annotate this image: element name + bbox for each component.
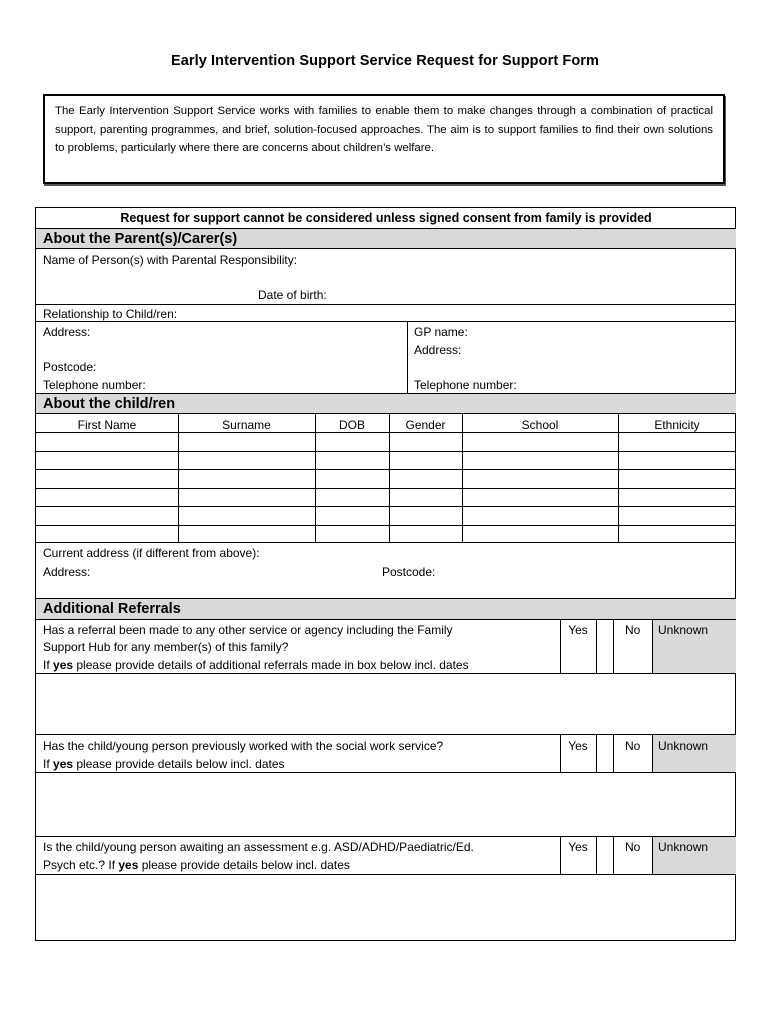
q1-text-line3: If yes please provide details of additional referrals made in box below incl. dates xyxy=(43,658,469,672)
child-postcode-label: Postcode: xyxy=(382,565,436,579)
child-row xyxy=(36,525,736,526)
child-row xyxy=(36,451,736,452)
parent-postcode-label: Postcode: xyxy=(43,360,97,374)
q2-text-line2: If yes please provide details below incl. dates xyxy=(43,757,285,771)
col-first-name: First Name xyxy=(77,418,137,432)
parent-address-label: Address: xyxy=(43,325,91,339)
gp-telephone-label: Telephone number: xyxy=(414,378,517,392)
q1-text-line2: Support Hub for any member(s) of this family? xyxy=(43,640,289,654)
child-row xyxy=(36,506,736,507)
col-dob: DOB xyxy=(338,418,365,432)
col-surname: Surname xyxy=(222,418,271,432)
col-gender: Gender xyxy=(405,418,446,432)
form-title: Early Intervention Support Service Request for Support Form xyxy=(170,53,600,69)
q2-no-label: No xyxy=(625,739,641,753)
consent-notice: Request for support cannot be considered unless signed consent from family is provided xyxy=(120,211,652,225)
q1-text-line1: Has a referral been made to any other service or agency including the Family xyxy=(43,623,453,637)
q1-yes-label: Yes xyxy=(568,623,588,637)
relationship-label: Relationship to Child/ren: xyxy=(43,307,178,321)
q1-unknown-label: Unknown xyxy=(658,623,709,637)
q3-text-line1: Is the child/young person awaiting an assessment e.g. ASD/ADHD/Paediatric/Ed. xyxy=(43,840,474,854)
child-address-label: Address: xyxy=(43,565,91,579)
parents-heading: About the Parent(s)/Carer(s) xyxy=(43,231,238,247)
q3-no-label: No xyxy=(625,840,641,854)
col-ethnicity: Ethnicity xyxy=(654,418,700,432)
children-heading: About the child/ren xyxy=(43,396,176,412)
col-school: School xyxy=(521,418,559,432)
parent-dob-label: Date of birth: xyxy=(258,288,327,302)
intro-box: The Early Intervention Support Service works with families to enable them to make changes through a combination of practical support, parenting programmes, and brief, solution-focused approaches. The aim is to support families to find their own solutions to problems, particularly where there are concerns about children’s welfare. xyxy=(43,94,725,184)
parent-telephone-label: Telephone number: xyxy=(43,378,146,392)
q1-no-label: No xyxy=(625,623,641,637)
gp-address-label: Address: xyxy=(414,343,462,357)
q3-unknown-label: Unknown xyxy=(658,840,709,854)
q1-details-box xyxy=(36,734,736,735)
q2-yes-label: Yes xyxy=(568,739,588,753)
child-row xyxy=(36,469,736,470)
current-address-label: Current address (if different from above): xyxy=(43,546,260,560)
request-form xyxy=(35,207,736,941)
referrals-heading: Additional Referrals xyxy=(43,601,181,617)
parent-name-label: Name of Person(s) with Parental Responsibility: xyxy=(43,253,298,267)
q2-details-box xyxy=(36,836,736,837)
q2-text-line1: Has the child/young person previously worked with the social work service? xyxy=(43,739,444,753)
child-row xyxy=(36,488,736,489)
gp-name-label: GP name: xyxy=(414,325,468,339)
q3-text-line2: Psych etc.? If yes please provide details below incl. dates xyxy=(43,858,350,872)
q2-unknown-label: Unknown xyxy=(658,739,709,753)
q3-yes-label: Yes xyxy=(568,840,588,854)
